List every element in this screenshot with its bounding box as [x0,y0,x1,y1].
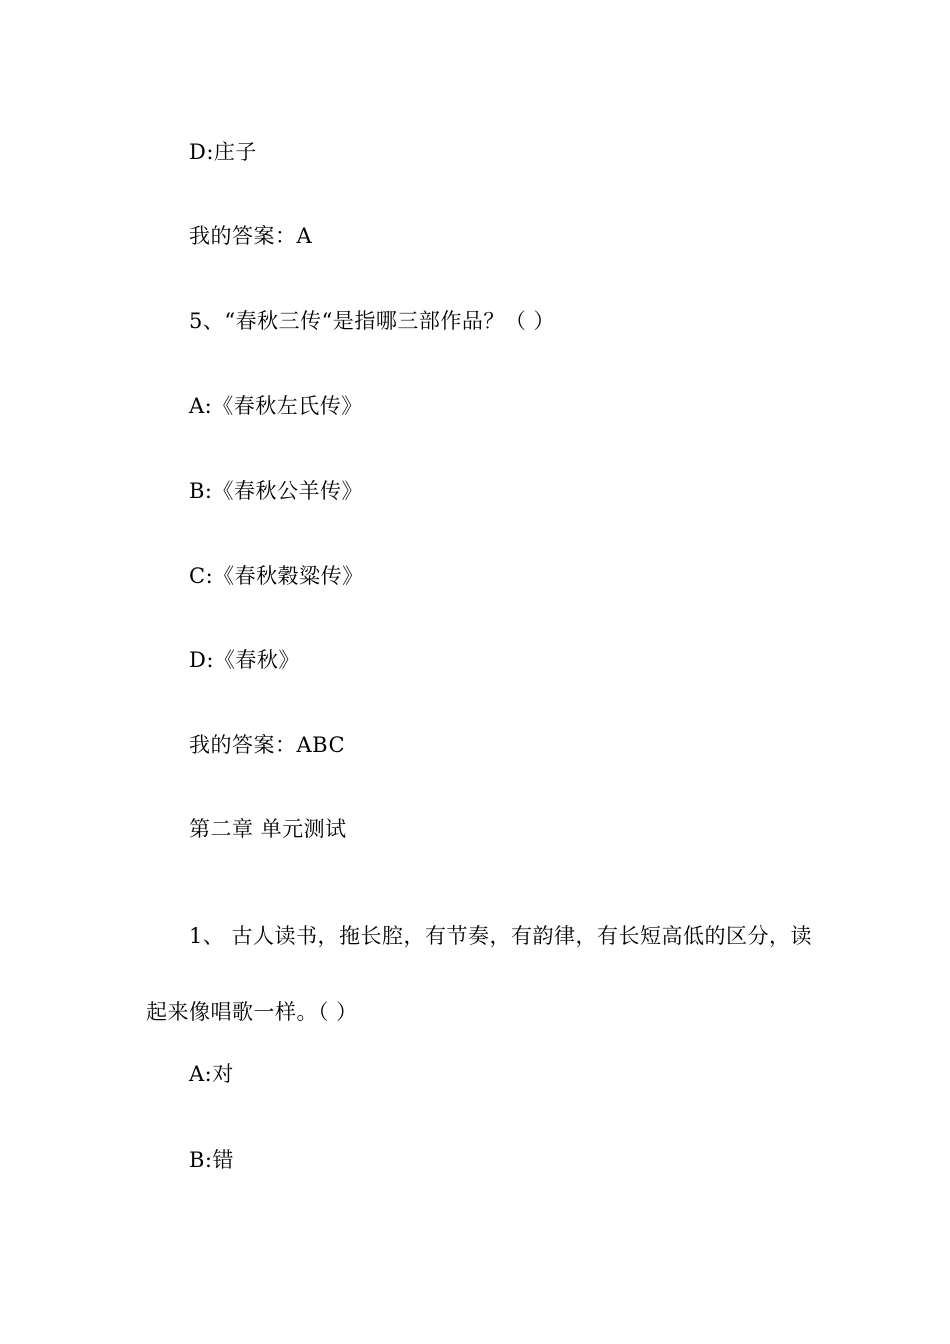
q5-my-answer: 我的答案：ABC [189,733,346,757]
ch2-q1-option-a: A:对 [189,1062,234,1086]
q5-option-a: A:《春秋左氏传》 [189,394,363,418]
q4-my-answer: 我的答案：A [189,224,313,248]
q4-option-d: D:庄子 [189,140,257,164]
q5-question: 5、“春秋三传“是指哪三部作品？（ ） [189,309,556,333]
q5-option-c: C:《春秋穀粱传》 [189,564,364,588]
q5-option-d: D:《春秋》 [189,648,300,672]
ch2-q1-question: 1、 古人读书，拖长腔，有节奏，有韵律，有长短高低的区分，读起来像唱歌一样。（ ） [146,924,813,1024]
q5-option-b: B:《春秋公羊传》 [189,479,364,503]
ch2-q1-option-b: B:错 [189,1148,235,1172]
chapter-heading: 第二章 单元测试 [189,817,347,841]
